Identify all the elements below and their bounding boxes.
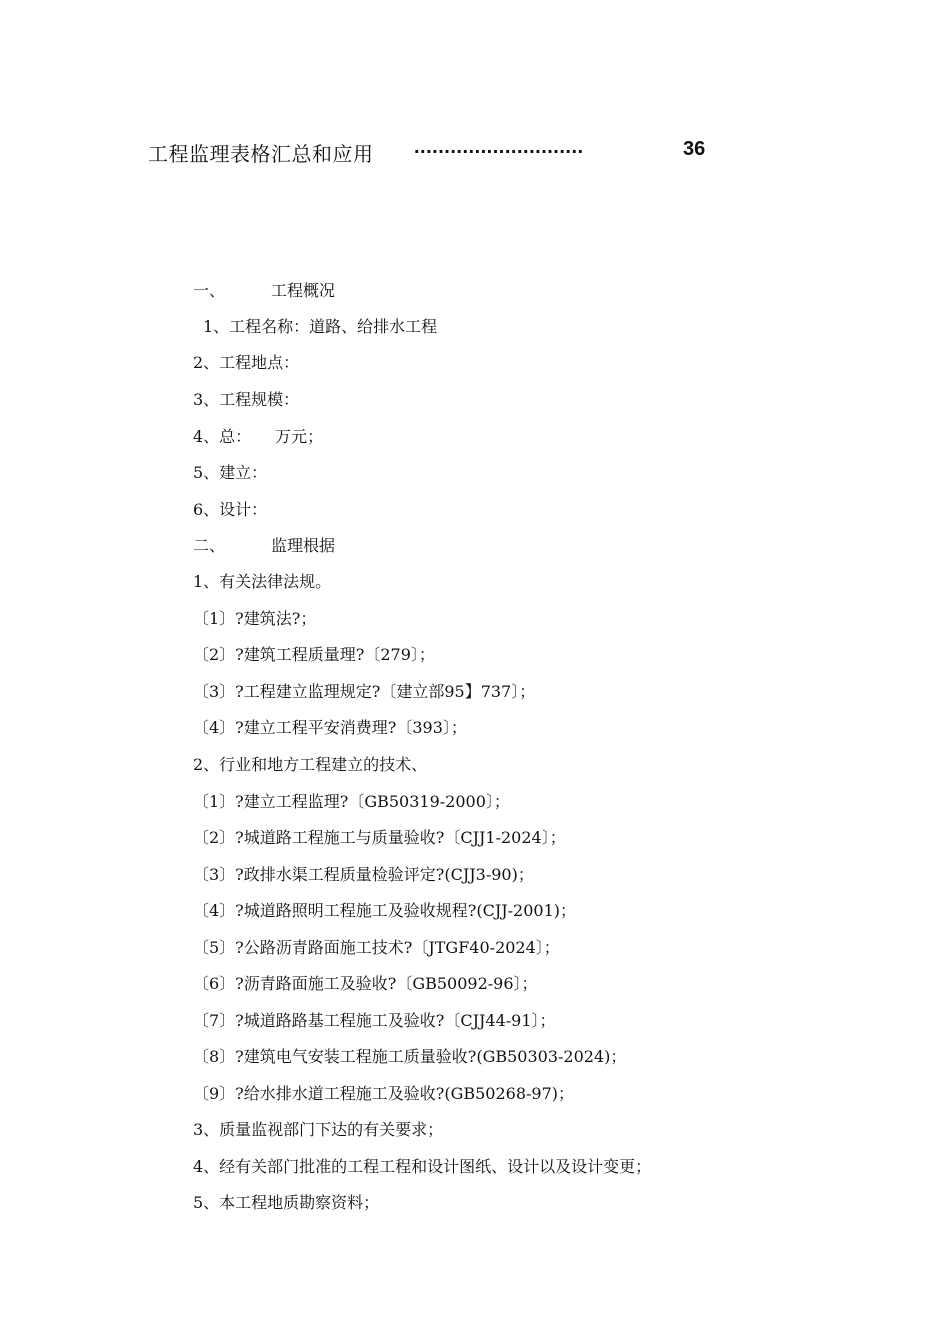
basis-item: 〔6〕?沥青路面施工及验收?〔GB50092-96〕； xyxy=(193,974,538,993)
overview-item-scale: 3、工程规模： xyxy=(193,390,300,409)
basis-item: 〔9〕?给水排水道工程施工及验收?(GB50268-97)； xyxy=(193,1084,575,1103)
basis-item: 〔3〕?政排水渠工程质量检验评定?(CJJ3-90)； xyxy=(193,865,534,884)
toc-entry xyxy=(148,134,748,168)
basis-item: 〔4〕?城道路照明工程施工及验收规程?(CJJ-2001)； xyxy=(193,901,577,920)
overview-item-design: 6、设计： xyxy=(193,500,268,519)
basis-item: 〔1〕?建立工程监理?〔GB50319-2000〕； xyxy=(193,792,510,811)
overview-item-total: 4、总： 万元； xyxy=(193,427,324,446)
overview-item-location: 2、工程地点： xyxy=(193,353,300,372)
overview-item-name: 1、工程名称：道路、给排水工程 xyxy=(203,317,438,336)
basis-item: 〔1〕?建筑法?； xyxy=(193,609,317,628)
basis-item: 〔2〕?建筑工程质量理?〔279〕； xyxy=(193,645,435,664)
toc-leader-dots: ............................ xyxy=(414,136,584,158)
toc-page-number: 36 xyxy=(683,138,706,160)
basis-item: 1、有关法律法规。 xyxy=(193,572,332,591)
section-number: 一、 xyxy=(193,281,226,300)
basis-item: 〔5〕?公路沥青路面施工技术?〔JTGF40-2024〕； xyxy=(193,938,560,957)
basis-item: 3、质量监视部门下达的有关要求； xyxy=(193,1120,444,1139)
section-title: 监理根据 xyxy=(271,536,336,555)
toc-title: 工程监理表格汇总和应用 xyxy=(148,142,374,166)
overview-item-builder: 5、建立： xyxy=(193,463,268,482)
section-heading-basis xyxy=(193,536,335,556)
section-number: 二、 xyxy=(193,536,226,555)
section-title: 工程概况 xyxy=(271,281,336,300)
basis-item: 〔8〕?建筑电气安装工程施工质量验收?(GB50303-2024)； xyxy=(193,1047,627,1066)
basis-item: 〔2〕?城道路工程施工与质量验收?〔CJJ1-2024〕； xyxy=(193,828,566,847)
basis-item: 4、经有关部门批准的工程工程和设计图纸、设计以及设计变更； xyxy=(193,1157,652,1176)
basis-item: 5、本工程地质勘察资料； xyxy=(193,1193,380,1212)
section-heading-overview xyxy=(193,281,335,301)
basis-item: 2、行业和地方工程建立的技术、 xyxy=(193,755,428,774)
basis-item: 〔4〕?建立工程平安消费理?〔393〕； xyxy=(193,718,467,737)
basis-item: 〔7〕?城道路路基工程施工及验收?〔CJJ44-91〕； xyxy=(193,1011,556,1030)
basis-item: 〔3〕?工程建立监理规定?〔建立部95】737〕； xyxy=(193,682,536,701)
